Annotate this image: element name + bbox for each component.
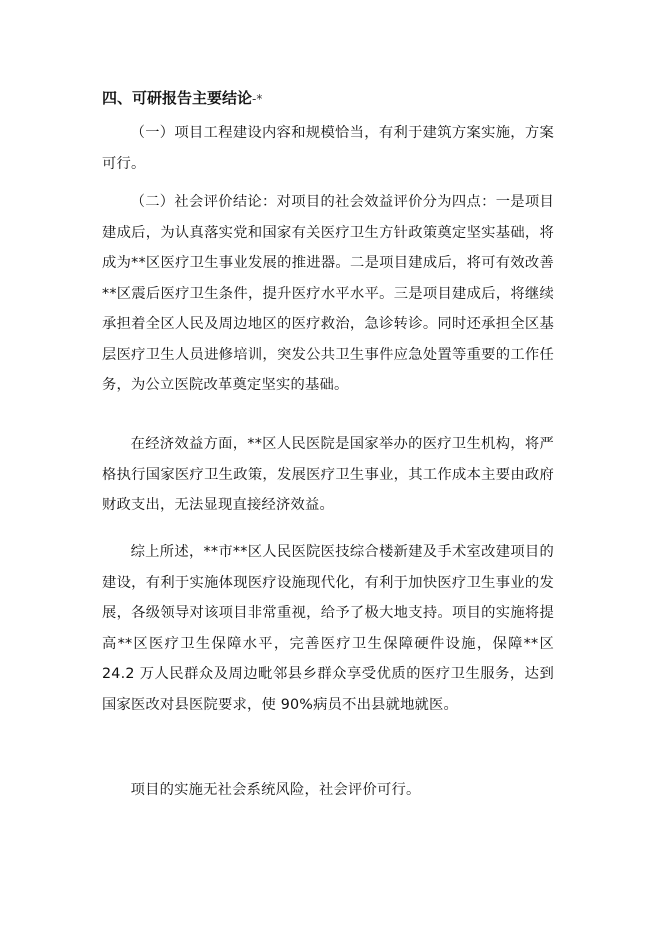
heading-suffix-mark: -* xyxy=(252,92,263,106)
section-heading xyxy=(102,83,262,114)
paragraph-social-evaluation: （二）社会评价结论：对项目的社会效益评价分为四点：一是项目建成后，为认真落实党和国家有关医疗卫生方针政策奠定坚实基础，将成为**区医疗卫生事业发展的推进器。二是项目建成后，将可有效改善**区震后医疗卫生条件，提升医疗水平水平。三是项目建成后，将继续承担着全区人民及周边地区的医疗救治，急诊转诊。同时还承担全区基层医疗卫生人员进修培训，突发公共卫生事件应急处置等重要的工作任务，为公立医院改革奠定坚实的基础。 xyxy=(102,194,554,393)
paragraph-project-scope: （一）项目工程建设内容和规模恰当，有利于建筑方案实施，方案可行。 xyxy=(102,125,554,172)
paragraph-economic-benefit: 在经济效益方面，**区人民医院是国家举办的医疗卫生机构，将严格执行国家医疗卫生政策，发展医疗卫生事业，其工作成本主要由政府财政支出，无法显现直接经济效益。 xyxy=(102,436,554,513)
paragraph-summary: 综上所述，**市**区人民医院医技综合楼新建及手术室改建项目的建设，有利于实施体现医疗设施现代化，有利于加快医疗卫生事业的发展，各级领导对该项目非常重视，给予了极大地支持。项目的实施将提高**区医疗卫生保障水平，完善医疗卫生保障硬件设施，保障**区 24.2 万人民群众及周边毗邻县乡群众享受优质的医疗卫生服务，达到国家医改对县医院要求，使 90%病员不出县就地就医。 xyxy=(102,544,554,713)
paragraph-risk-conclusion: 项目的实施无社会系统风险，社会评价可行。 xyxy=(130,782,421,798)
section-heading-text: 四、可研报告主要结论 xyxy=(102,89,253,107)
